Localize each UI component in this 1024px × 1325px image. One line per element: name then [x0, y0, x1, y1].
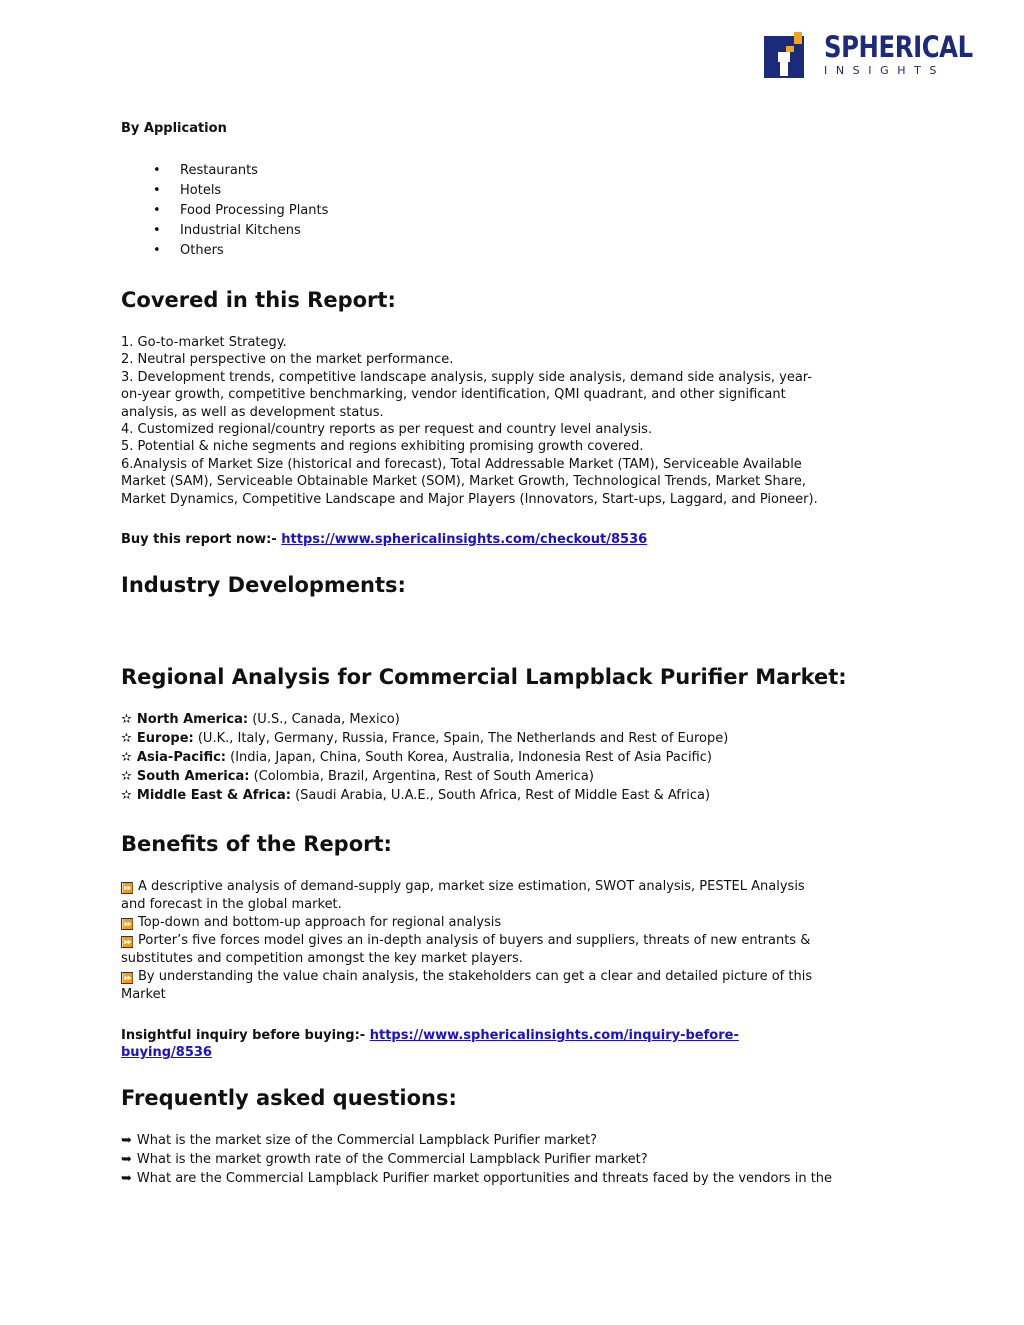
list-item: • Food Processing Plants: [121, 201, 921, 221]
fast-forward-icon: ⏩: [122, 884, 134, 895]
fast-forward-icon: ⏩: [122, 920, 134, 931]
fast-forward-icon: ⏩: [122, 974, 134, 985]
arrow-right-icon: ➥: [121, 1152, 132, 1168]
star-icon: ✫: [121, 712, 132, 728]
covered-line: 3. Development trends, competitive landscape analysis, supply side analysis, demand side analysis, year-: [121, 369, 813, 385]
covered-line: 6.Analysis of Market Size (historical and forecast), Total Addressable Market (TAM), Serviceable Available: [121, 456, 802, 472]
list-item: • Hotels: [121, 181, 921, 201]
list-item: ✫ Middle East & Africa: (Saudi Arabia, U.A.E., South Africa, Rest of Middle East & Africa): [121, 788, 711, 804]
inquiry-line: [121, 1027, 921, 1061]
list-item: ⏩ A descriptive analysis of demand-supply gap, market size estimation, SWOT analysis, PESTEL Analysis and forecast in the global market.: [121, 879, 805, 913]
star-icon: ✫: [121, 731, 132, 747]
star-icon: ✫: [121, 750, 132, 766]
document-body: [121, 121, 921, 1188]
list-item: ✫ North America: (U.S., Canada, Mexico): [121, 712, 400, 728]
list-item: • Others: [121, 241, 921, 261]
arrow-right-icon: ➥: [121, 1171, 132, 1187]
bullet-icon: •: [153, 243, 161, 258]
list-item: ⏩ By understanding the value chain analysis, the stakeholders can get a clear and detailed picture of this Market: [121, 969, 813, 1003]
list-item: ⏩ Porter’s five forces model gives an in-depth analysis of buyers and suppliers, threats of new entrants & substitutes and competition amongst the key market players.: [121, 933, 811, 967]
bullet-icon: •: [153, 203, 161, 218]
covered-line: Market (SAM), Serviceable Obtainable Market (SOM), Market Growth, Technological Trends, Market Share,: [121, 474, 806, 490]
inquiry-label: Insightful inquiry before buying:-: [121, 1028, 366, 1044]
list-item: ➥ What is the market growth rate of the Commercial Lampblack Purifier market?: [121, 1152, 648, 1168]
covered-line: 4. Customized regional/country reports as per request and country level analysis.: [121, 422, 653, 438]
checkout-link[interactable]: https://www.sphericalinsights.com/checkout/8536: [281, 532, 648, 548]
buy-label: Buy this report now:-: [121, 532, 277, 548]
bullet-icon: •: [153, 163, 161, 178]
benefits-list: [121, 878, 921, 1004]
logo-mark-icon: [764, 32, 812, 78]
by-application-heading: By Application: [121, 121, 227, 136]
star-icon: ✫: [121, 788, 132, 804]
bullet-icon: •: [153, 223, 161, 238]
benefits-heading: Benefits of the Report:: [121, 832, 392, 857]
buy-report-line: [121, 531, 921, 548]
covered-list: [121, 334, 921, 508]
covered-line: analysis, as well as development status.: [121, 404, 384, 420]
inquiry-link[interactable]: https://www.sphericalinsights.com/inquiry-before- buying/8536: [121, 1028, 739, 1061]
list-item: ✫ Europe: (U.K., Italy, Germany, Russia, France, Spain, The Netherlands and Rest of Europe): [121, 731, 729, 747]
application-list: [121, 161, 921, 261]
arrow-right-icon: ➥: [121, 1133, 132, 1149]
star-icon: ✫: [121, 769, 132, 785]
regional-list: [121, 710, 921, 805]
list-item: • Industrial Kitchens: [121, 221, 921, 241]
covered-line: 5. Potential & niche segments and regions exhibiting promising growth covered.: [121, 439, 644, 455]
faq-list: [121, 1131, 921, 1188]
covered-line: on-year growth, competitive benchmarking, vendor identification, QMI quadrant, and other significant: [121, 387, 786, 403]
bullet-icon: •: [153, 183, 161, 198]
logo-subtitle: INSIGHTS: [824, 64, 945, 77]
list-item: ➥ What is the market size of the Commercial Lampblack Purifier market?: [121, 1133, 598, 1149]
list-item: ✫ Asia-Pacific: (India, Japan, China, South Korea, Australia, Indonesia Rest of Asia Pacific): [121, 750, 712, 766]
industry-heading: Industry Developments:: [121, 573, 406, 598]
logo-title: SPHERICAL: [824, 30, 973, 64]
covered-line: Market Dynamics, Competitive Landscape and Major Players (Innovators, Start-ups, Laggard, and Pioneer).: [121, 491, 818, 507]
spherical-insights-logo: [764, 30, 976, 80]
covered-heading: Covered in this Report:: [121, 288, 396, 312]
covered-line: 2. Neutral perspective on the market performance.: [121, 352, 454, 368]
faq-heading: Frequently asked questions:: [121, 1086, 457, 1111]
covered-line: 1. Go-to-market Strategy.: [121, 335, 287, 350]
fast-forward-icon: ⏩: [122, 938, 134, 949]
list-item: • Restaurants: [121, 161, 921, 181]
list-item: ⏩ Top-down and bottom-up approach for regional analysis: [122, 915, 502, 931]
regional-heading: Regional Analysis for Commercial Lampblack Purifier Market:: [121, 665, 847, 690]
list-item: ✫ South America: (Colombia, Brazil, Argentina, Rest of South America): [121, 769, 594, 785]
list-item: ➥ What are the Commercial Lampblack Purifier market opportunities and threats faced by the vendors in the: [121, 1171, 833, 1187]
